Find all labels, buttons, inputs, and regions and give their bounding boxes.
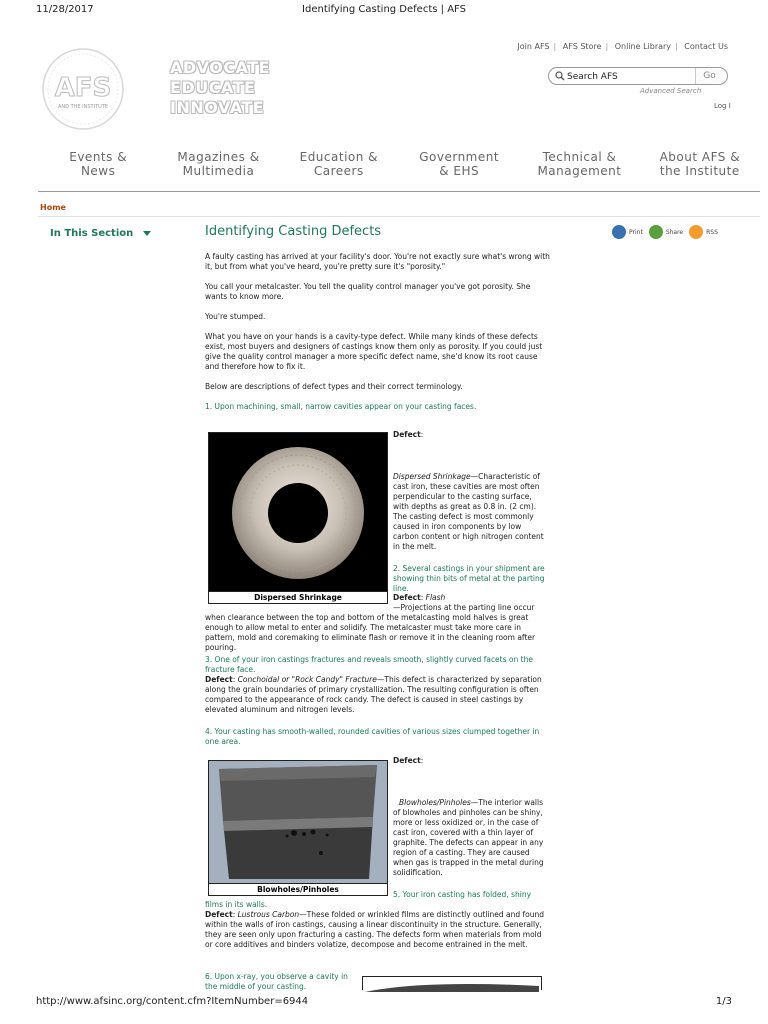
afs-logo[interactable]: [38, 46, 128, 132]
footer-page-number: 1/3: [715, 996, 732, 1007]
rss-button[interactable]: [689, 225, 718, 239]
defect-4-name: Blowholes/Pinholes: [399, 798, 471, 807]
nav-technical-management[interactable]: Technical & Management: [537, 150, 622, 178]
logo-text: AFS: [54, 73, 112, 103]
advanced-search-link[interactable]: Advanced Search: [640, 87, 702, 95]
online-library-link[interactable]: Online Library: [614, 42, 672, 51]
print-label: Print: [629, 228, 643, 236]
defect-label-1: Defect: [393, 430, 421, 439]
defect-3-name: Conchoidal or "Rock Candy" Fracture: [237, 675, 377, 684]
paragraph-1: A faulty casting has arrived at your facility's door. You're not exactly sure what's wrong with it, but from what you've heard, you're pretty sure it's "porosity.": [205, 252, 550, 271]
defect-1-name: Dispersed Shrinkage: [393, 472, 471, 481]
tagline-innovate: INNOVATE: [170, 98, 265, 117]
shrinkage-ring-image: [209, 433, 387, 591]
defect-2-text: —Projections at the parting line occur when clearance between the top and bottom of the metalcasting mold halves is great enough to allow metal to enter and solidify. The metalcaster must take more care in pattern, mold and coremaking to eliminate flash or remove it in the cleaning room after pouring.: [205, 603, 536, 652]
image-1-caption: Dispersed Shrinkage: [209, 591, 387, 603]
rss-label: RSS: [706, 228, 718, 236]
xray-image: [363, 978, 541, 992]
defect-3: Defect: Conchoidal or "Rock Candy" Fracture—This defect is characterized by separation along the grain boundaries of primary crystallization. The resulting configuration is often compared to the appearance of rock candy. The defect is caused in steel castings by elevated aluminum and nitrogen levels.: [205, 675, 542, 714]
defect-label-4: Defect: [393, 756, 421, 765]
article-body: [205, 224, 550, 422]
question-4: 4. Your casting has smooth-walled, rounded cavities of various sizes clumped together in one area.: [205, 727, 540, 746]
defect-3-text: —This defect is characterized by separation along the grain boundaries of primary crystallization. The resulting configuration is often compared to the appearance of rock candy. The defect is caused in steel castings by elevated aluminum and nitrogen levels.: [205, 675, 542, 714]
defect-1-label: Defect:: [393, 430, 424, 439]
defect-5: Defect: Lustrous Carbon—These folded or wrinkled films are distinctly outlined and found within the walls of iron castings, causing a linear discontinuity in the structure. Generally, they are seen only upon fracturing a casting. The defects form when materials from mold or core additives and binders volatize, decompose and become entrained in the melt.: [205, 910, 545, 949]
join-afs-link[interactable]: Join AFS: [517, 42, 550, 51]
nav-magazines-multimedia[interactable]: Magazines & Multimedia: [177, 150, 260, 178]
defect-label-5: Defect: [205, 910, 233, 919]
logo-subtitle: AND THE INSTITUTE: [57, 104, 109, 110]
question-6: 6. Upon x-ray, you observe a cavity in the middle of your casting.: [205, 972, 348, 991]
search-icon: [555, 71, 565, 81]
question-2: 2. Several castings in your shipment are showing thin bits of metal at the parting line.: [393, 564, 545, 593]
question-3: 3. One of your iron castings fractures and reveals smooth, slightly curved facets on the fracture face.: [205, 655, 533, 674]
question-1: 1. Upon machining, small, narrow cavities appear on your casting faces.: [205, 402, 477, 411]
main-nav: [38, 150, 760, 192]
print-date: 11/28/2017: [36, 4, 94, 15]
footer-url: http://www.afsinc.org/content.cfm?ItemNumber=6944: [36, 996, 309, 1007]
search-box: [548, 67, 728, 85]
question-5: 5. Your iron casting has folded, shiny films in its walls.: [205, 890, 532, 909]
defect-1-text: —Characteristic of cast iron, these cavities are most often perpendicular to the casting surface, with depths as great as 0.8 in. (2 cm). The casting defect is most commonly caused in iron components by low carbon content or high nitrogen content in the melt.: [393, 472, 544, 551]
print-button[interactable]: [612, 225, 643, 239]
paragraph-4: What you have on your hands is a cavity-type defect. While many kinds of these defects exist, most buyers and designers of castings know them only as porosity. If you could just give the quality control manager a more specific defect name, she'd know its root cause and therefore how to fix it.: [205, 332, 543, 371]
defect-5-name: Lustrous Carbon: [237, 910, 300, 919]
defect-4-label: Defect:: [393, 756, 424, 765]
image-dispersed-shrinkage: [208, 432, 388, 604]
blowholes-image: [209, 761, 387, 883]
image-xray-partial: [362, 976, 542, 990]
share-label: Share: [665, 228, 684, 236]
image-blowholes: [208, 760, 388, 896]
nav-government-ehs[interactable]: Government & EHS: [419, 150, 500, 178]
tagline: [170, 58, 270, 118]
defect-4-text: —The interior walls of blowholes and pinholes can be shiny, more or less oxidized or, in the case of cast iron, covered with a thin layer of graphite. The defects can appear in any region of a casting. They are caused when gas is trapped in the metal during solidification.: [393, 798, 544, 877]
defect-2-name: Flash: [425, 593, 446, 602]
nav-about-afs[interactable]: About AFS & the Institute: [659, 150, 741, 178]
print-title: Identifying Casting Defects | AFS: [302, 4, 466, 15]
paragraph-3: You're stumped.: [205, 312, 266, 321]
in-this-section-label: In This Section: [50, 228, 134, 239]
defect-label-2: Defect: [393, 593, 421, 602]
caret-down-icon: [143, 231, 151, 236]
login-link[interactable]: Log I: [714, 102, 731, 110]
defect-4-description: [393, 798, 548, 878]
tagline-advocate: ADVOCATE: [170, 58, 271, 77]
defect-1-description: [393, 472, 548, 552]
share-icon: [649, 225, 663, 239]
afs-store-link[interactable]: AFS Store: [562, 42, 602, 51]
share-button[interactable]: [649, 225, 683, 239]
breadcrumb-home[interactable]: Home: [40, 203, 66, 212]
print-header: [0, 0, 768, 20]
rss-icon: [689, 225, 703, 239]
paragraph-5: Below are descriptions of defect types and their correct terminology.: [205, 382, 463, 391]
top-links: Join AFS | AFS Store | Online Library | Contact Us: [517, 42, 728, 51]
defect-2-head: Defect: Flash: [393, 593, 446, 602]
contact-us-link[interactable]: Contact Us: [684, 42, 728, 51]
image-2-caption: Blowholes/Pinholes: [209, 883, 387, 895]
defect-label-3: Defect: [205, 675, 233, 684]
in-this-section-toggle[interactable]: [50, 228, 151, 239]
search-go-button[interactable]: Go: [695, 68, 723, 84]
search-input[interactable]: [567, 70, 687, 83]
article-title: Identifying Casting Defects: [205, 224, 382, 239]
defect-5-text: —These folded or wrinkled films are distinctly outlined and found within the walls of iron castings, causing a linear discontinuity in the structure. Generally, they are seen only upon fracturing a casting. The defects form when materials from mold or core additives and binders volatize, decompose and become entrained in the melt.: [205, 910, 545, 949]
nav-events-news[interactable]: Events & News: [69, 150, 128, 178]
tagline-educate: EDUCATE: [170, 78, 256, 97]
divider: [38, 216, 760, 217]
printer-icon: [612, 225, 626, 239]
paragraph-2: You call your metalcaster. You tell the quality control manager you've got porosity. She wants to know more.: [205, 282, 531, 301]
page-tools: [612, 225, 718, 239]
nav-education-careers[interactable]: Education & Careers: [299, 150, 379, 178]
